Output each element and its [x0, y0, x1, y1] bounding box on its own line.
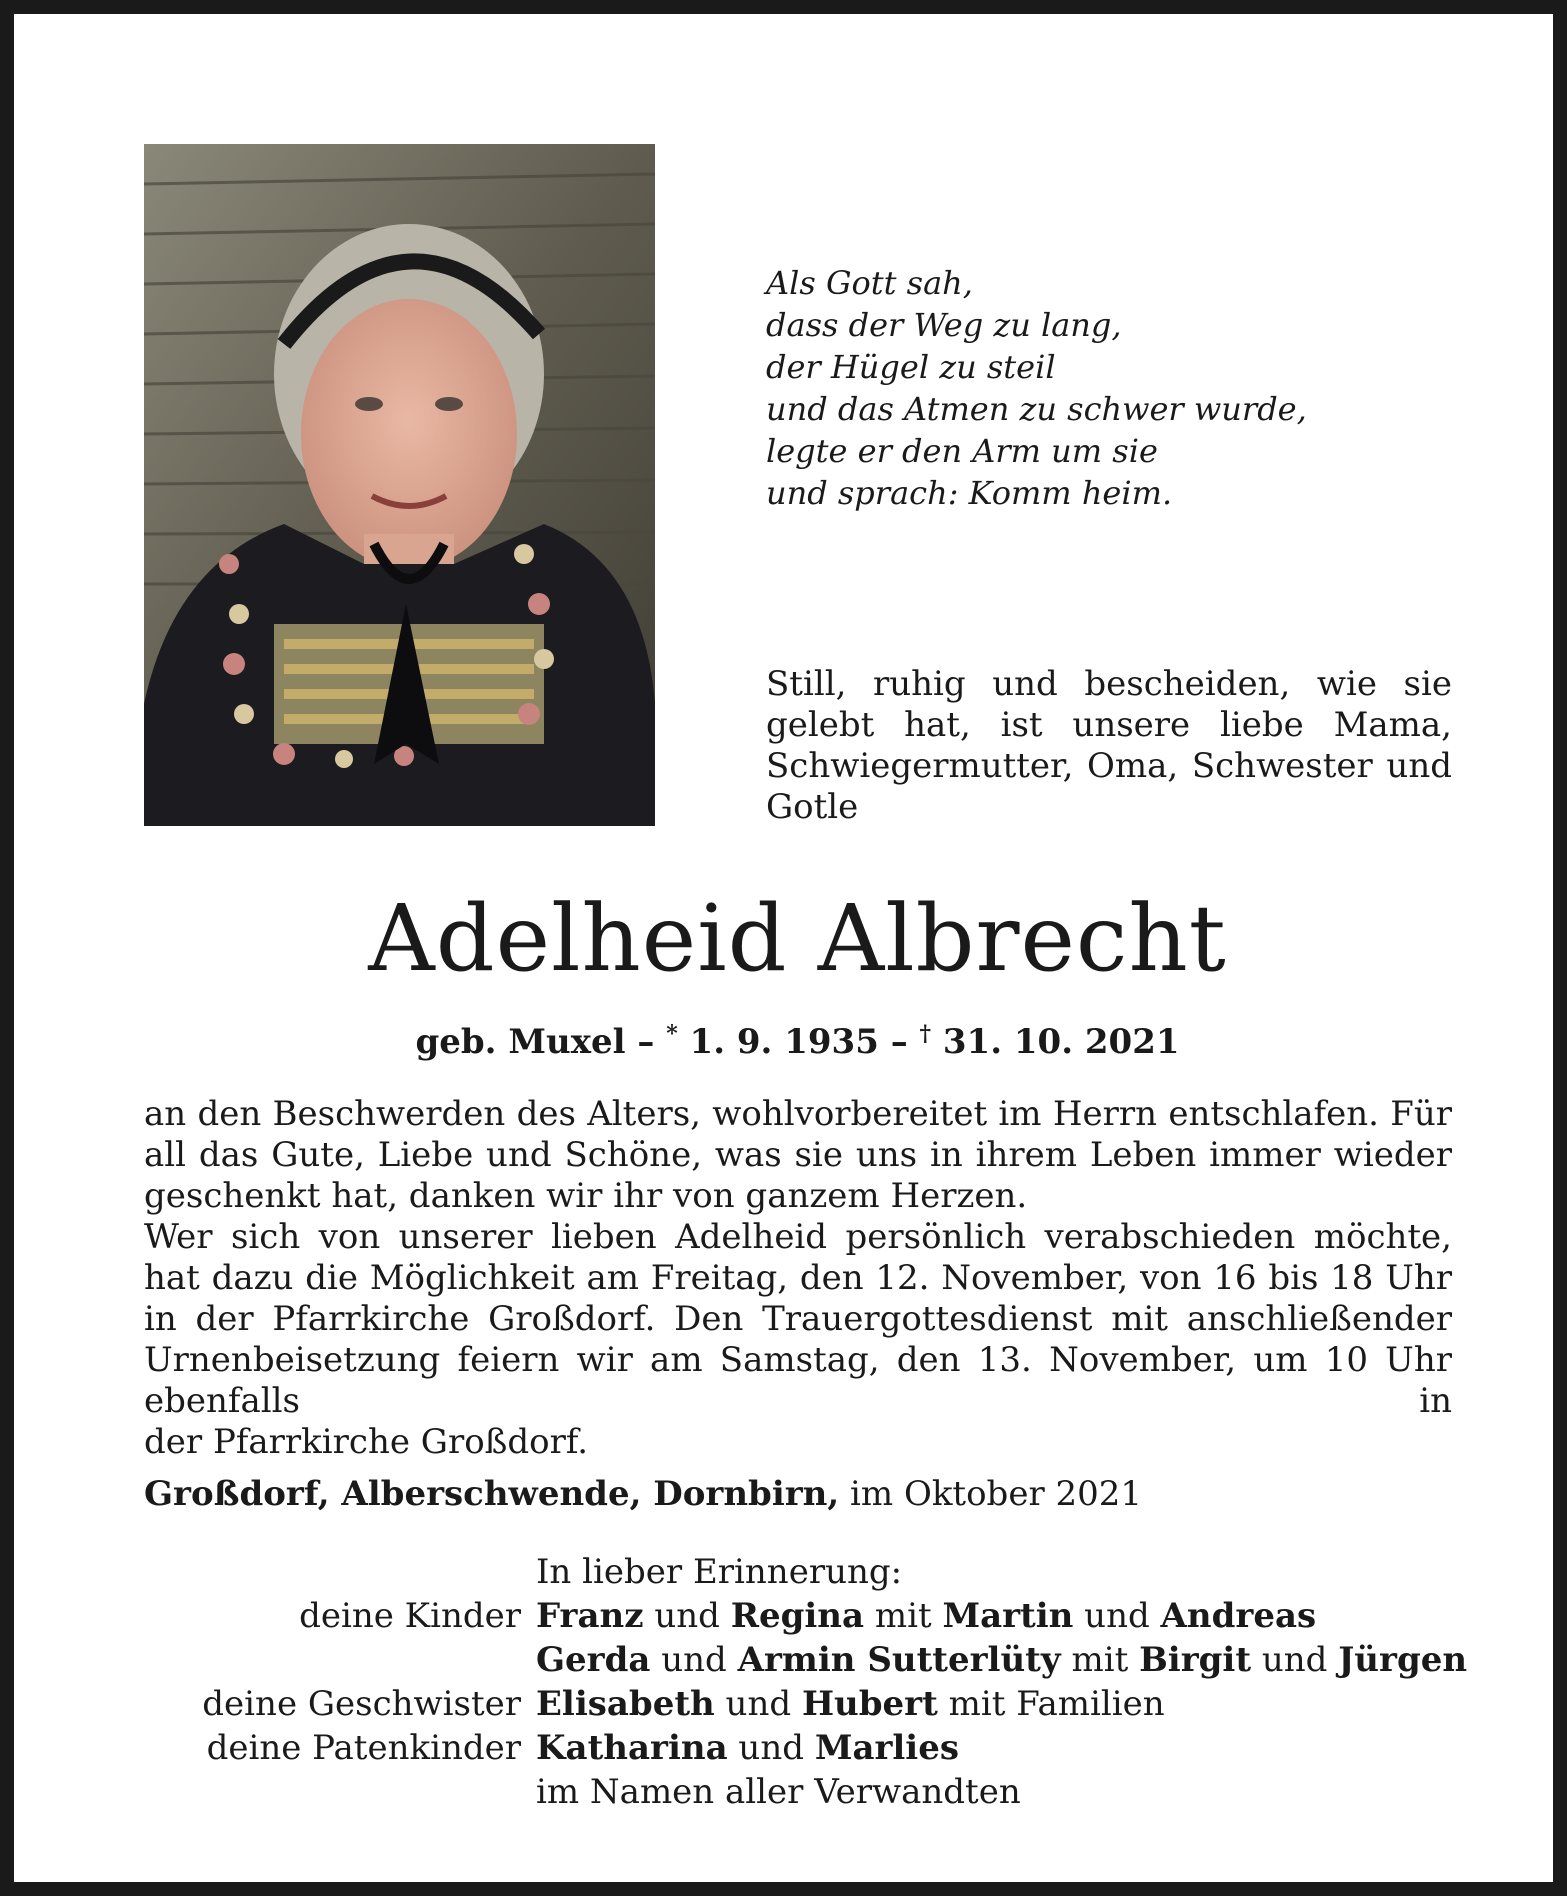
closing-line: im Namen aller Verwandten [536, 1772, 1021, 1812]
body-paragraph-1: an den Beschwerden des Alters, wohlvorbereitet im Herrn entschlafen. Für all das Gute, Liebe und Schöne, was sie uns in ihrem Leben immer wieder [144, 1094, 1452, 1175]
mourner-name: Gerda [536, 1640, 651, 1680]
connector: mit [1060, 1640, 1140, 1680]
life-dates [14, 1012, 1567, 1064]
mourner-name: Franz [536, 1596, 644, 1636]
place-date-line [144, 1472, 1452, 1516]
portrait-illustration [144, 144, 655, 826]
deceased-name: Adelheid Albrecht [368, 885, 1227, 992]
poem [766, 262, 1466, 514]
death-mark: † [919, 1021, 932, 1047]
mourners-list [14, 1550, 1567, 1814]
mourner-name: Birgit [1139, 1640, 1252, 1680]
birth-mark: * [666, 1021, 678, 1047]
death-date: 31. 10. 2021 [931, 1022, 1180, 1062]
children-line-2 [536, 1638, 1467, 1682]
siblings-line [536, 1682, 1165, 1726]
poem-line: legte er den Arm um sie [766, 432, 1158, 470]
places: Großdorf, Alberschwende, Dornbirn, [144, 1474, 840, 1514]
memory-heading: In lieber Erinnerung: [536, 1552, 903, 1592]
mourner-name: Regina [730, 1596, 865, 1636]
connector: und [714, 1684, 802, 1724]
announcement-body [144, 1094, 1452, 1463]
birth-date: 1. 9. 1935 [677, 1022, 879, 1062]
separator: – [878, 1022, 920, 1062]
connector: und [1073, 1596, 1161, 1636]
children-label: deine Kinder [299, 1596, 521, 1636]
connector: mit Familien [937, 1684, 1165, 1724]
mourner-name: Armin Sutterlüty [737, 1640, 1061, 1680]
separator: – [625, 1022, 667, 1062]
mourner-name: Martin [942, 1596, 1074, 1636]
poem-line: und das Atmen zu schwer wurde, [766, 390, 1307, 428]
godchildren-label: deine Patenkinder [206, 1728, 521, 1768]
children-line-1 [536, 1594, 1316, 1638]
siblings-label: deine Geschwister [202, 1684, 521, 1724]
poem-line: und sprach: Komm heim. [766, 474, 1173, 512]
mourner-name: Hubert [801, 1684, 938, 1724]
body-paragraph-1-end: geschenkt hat, danken wir ihr von ganzem Herzen. [144, 1176, 1028, 1216]
poem-line: Als Gott sah, [766, 264, 973, 302]
mourner-name: Jürgen [1338, 1640, 1468, 1680]
mourner-name: Marlies [814, 1728, 959, 1768]
connector: und [650, 1640, 738, 1680]
announcement-date: im Oktober 2021 [839, 1474, 1143, 1514]
intro-text: Still, ruhig und bescheiden, wie sie gelebt hat, ist unsere liebe Mama, Schwiegermutter, Oma, Schwester und Gotle [766, 664, 1452, 827]
mourner-name: Katharina [536, 1728, 728, 1768]
body-paragraph-2: Wer sich von unserer lieben Adelheid persönlich verabschieden möchte, hat dazu die Möglichkeit am Freitag, den 12. November, von 16 bis 18 Uhr in der Pfarrkirche Großdorf. Den Trauergottesdienst mit anschließender Urnenbeisetzung feiern wir am Samstag, den 13. November, um 10 Uhr ebenfalls in [144, 1217, 1452, 1421]
connector: und [643, 1596, 731, 1636]
mourner-name: Elisabeth [536, 1684, 715, 1724]
maiden-name: geb. Muxel [415, 1022, 626, 1062]
connector: und [727, 1728, 815, 1768]
connector: und [1251, 1640, 1339, 1680]
portrait-photo [144, 144, 655, 826]
poem-line: dass der Weg zu lang, [766, 306, 1122, 344]
connector: mit [864, 1596, 943, 1636]
poem-line: der Hügel zu steil [766, 348, 1056, 386]
godchildren-line [536, 1726, 959, 1770]
body-paragraph-2-end: der Pfarrkirche Großdorf. [144, 1422, 589, 1462]
mourner-name: Andreas [1160, 1596, 1317, 1636]
